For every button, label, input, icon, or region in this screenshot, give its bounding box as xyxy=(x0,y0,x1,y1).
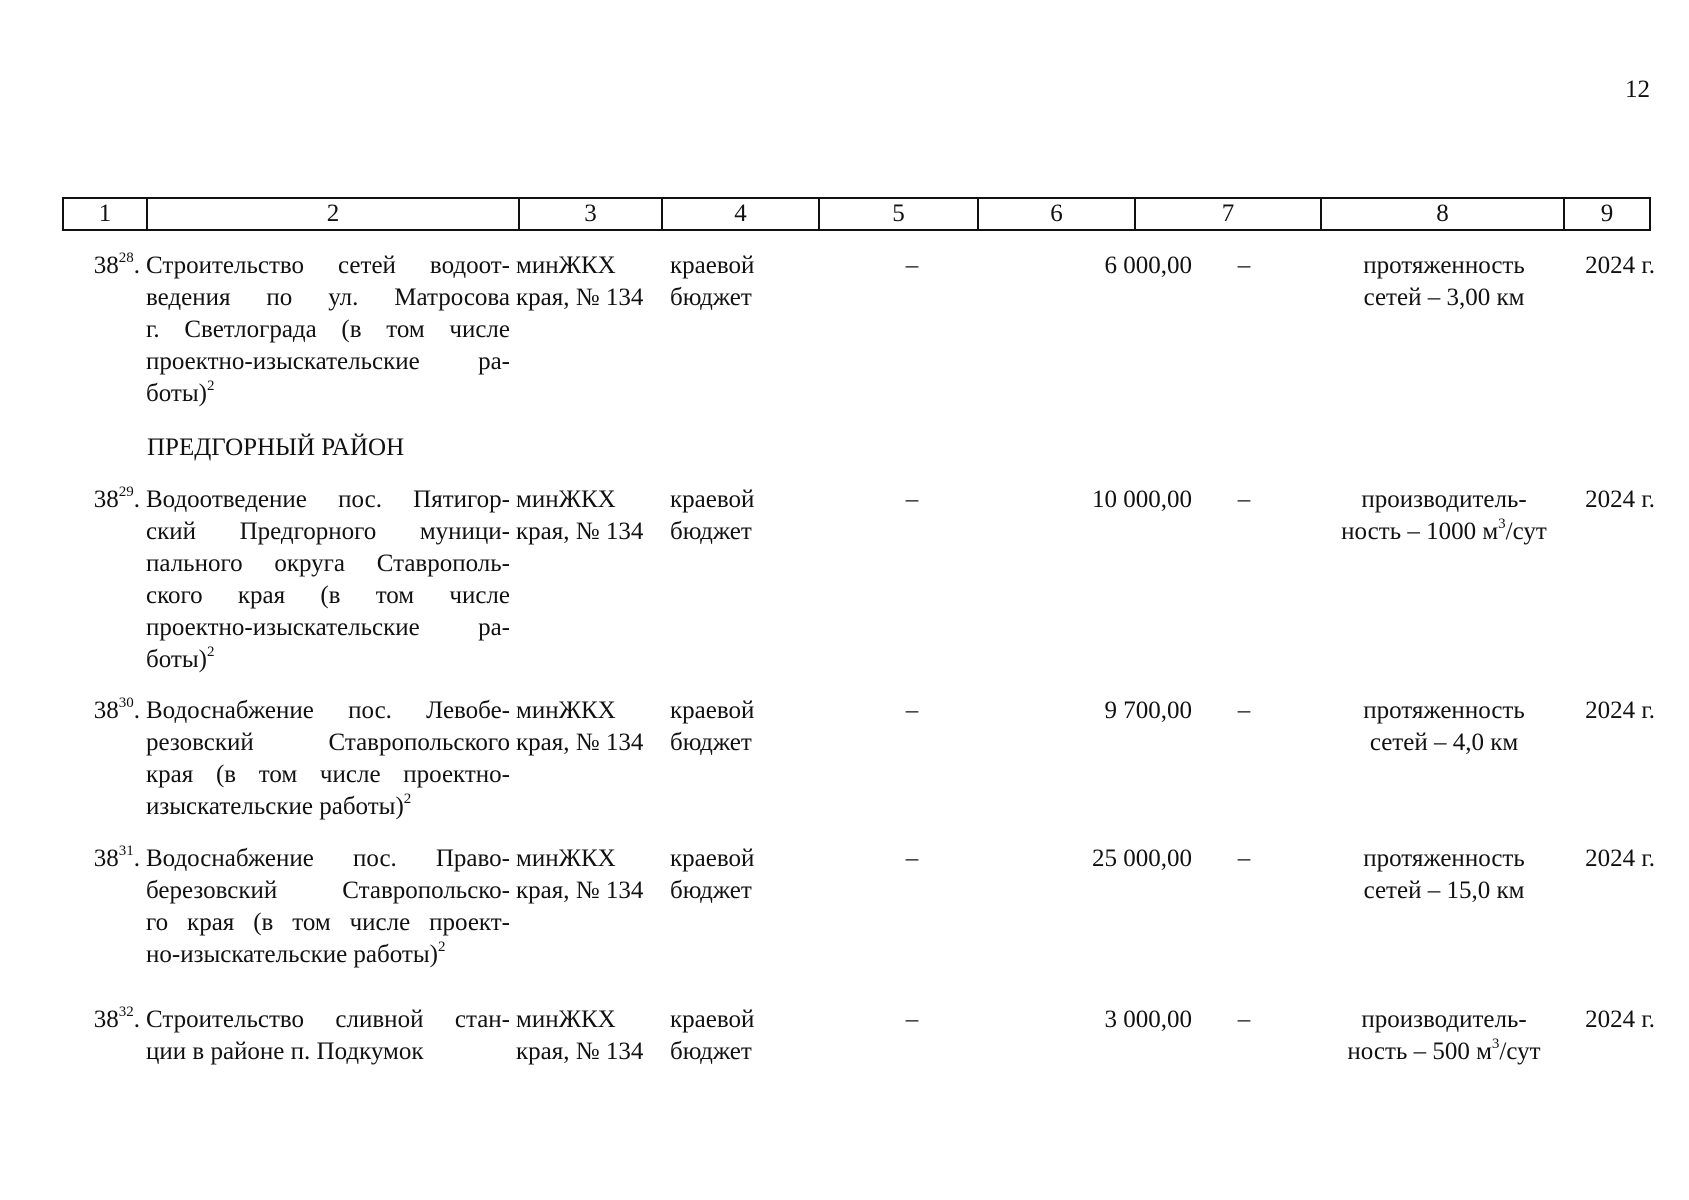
description-line: боты)$^2$ xyxy=(146,377,215,407)
row-executor: минЖКХ края, № 134 xyxy=(516,252,644,311)
header-col-8: 8 xyxy=(1321,198,1564,230)
row-year: 2024 г. xyxy=(1585,486,1655,513)
description-line: Водоснабжение пос. Левобе- xyxy=(146,697,510,724)
row-amount: 3 000,00 xyxy=(1104,1006,1192,1033)
row-funding-source: краевой бюджет xyxy=(670,845,755,904)
description-line: ведения по ул. Матросова xyxy=(146,284,510,311)
description-line: Водоснабжение пос. Право- xyxy=(146,845,510,872)
row-col7: – xyxy=(1237,1006,1251,1033)
description-line: Строительство сливной стан- xyxy=(146,1006,510,1033)
header-col-4: 4 xyxy=(662,198,819,230)
header-col-9: 9 xyxy=(1564,198,1650,230)
description-line: проектно-изыскательские ра- xyxy=(146,348,510,375)
description-line: пального округа Ставрополь- xyxy=(146,550,510,577)
description-line: резовский Ставропольского xyxy=(146,729,510,756)
row-amount: 25 000,00 xyxy=(1092,845,1192,872)
description-line: го края (в том числе проект- xyxy=(146,909,510,936)
row-col7: – xyxy=(1237,697,1251,724)
row-description xyxy=(146,695,510,823)
row-result: протяженность сетей – 3,00 км xyxy=(1363,252,1525,311)
description-line: боты)$^2$ xyxy=(146,643,215,673)
row-number: $38^{29}$. xyxy=(93,483,140,513)
description-line: ского края (в том числе xyxy=(146,582,510,609)
description-line: Водоотведение пос. Пятигор- xyxy=(146,486,510,513)
row-col7: – xyxy=(1237,252,1251,279)
header-col-7: 7 xyxy=(1135,198,1321,230)
header-col-5: 5 xyxy=(819,198,978,230)
description-line: березовский Ставропольско- xyxy=(146,877,510,904)
row-col5: – xyxy=(905,1006,919,1033)
row-year: 2024 г. xyxy=(1585,845,1655,872)
column-number-header xyxy=(62,197,1651,231)
description-line: края (в том числе проектно- xyxy=(146,761,510,788)
row-executor: минЖКХ края, № 134 xyxy=(516,845,644,904)
row-executor: минЖКХ края, № 134 xyxy=(516,1006,644,1065)
row-description xyxy=(146,250,510,410)
row-result: протяженность сетей – 4,0 км xyxy=(1363,697,1525,756)
description-line: ский Предгорного муници- xyxy=(146,518,510,545)
header-col-3: 3 xyxy=(519,198,662,230)
row-number: $38^{32}$. xyxy=(93,1003,140,1033)
row-year: 2024 г. xyxy=(1585,697,1655,724)
row-number: $38^{30}$. xyxy=(93,694,140,724)
description-line: но-изыскательские работы)$^2$ xyxy=(146,938,446,968)
row-executor: минЖКХ края, № 134 xyxy=(516,486,644,545)
row-col5: – xyxy=(905,486,919,513)
row-col5: – xyxy=(905,252,919,279)
row-result: производитель- ность – 500 $м^3$/сут xyxy=(1347,1006,1541,1065)
header-col-6: 6 xyxy=(978,198,1135,230)
row-amount: 10 000,00 xyxy=(1092,486,1192,513)
page-number: 12 xyxy=(1625,76,1650,103)
row-year: 2024 г. xyxy=(1585,1006,1655,1033)
row-amount: 9 700,00 xyxy=(1104,697,1192,724)
row-amount: 6 000,00 xyxy=(1104,252,1192,279)
description-line: проектно-изыскательские ра- xyxy=(146,614,510,641)
description-line: Строительство сетей водоот- xyxy=(146,252,510,279)
row-result: производитель- ность – 1000 $м^3$/сут xyxy=(1341,486,1547,545)
section-title: ПРЕДГОРНЫЙ РАЙОН xyxy=(147,434,405,461)
header-col-1: 1 xyxy=(63,198,147,230)
row-year: 2024 г. xyxy=(1585,252,1655,279)
row-result: протяженность сетей – 15,0 км xyxy=(1363,845,1525,904)
description-line: ции в районе п. Подкумок xyxy=(146,1038,424,1065)
row-col5: – xyxy=(905,697,919,724)
row-col5: – xyxy=(905,845,919,872)
row-description xyxy=(146,484,510,676)
row-funding-source: краевой бюджет xyxy=(670,252,755,311)
row-number: $38^{31}$. xyxy=(93,842,140,872)
row-number: $38^{28}$. xyxy=(93,249,140,279)
row-description xyxy=(146,1004,510,1068)
row-description xyxy=(146,843,510,971)
row-col7: – xyxy=(1237,845,1251,872)
row-funding-source: краевой бюджет xyxy=(670,697,755,756)
row-executor: минЖКХ края, № 134 xyxy=(516,697,644,756)
row-funding-source: краевой бюджет xyxy=(670,1006,755,1065)
description-line: г. Светлограда (в том числе xyxy=(146,316,510,343)
row-col7: – xyxy=(1237,486,1251,513)
row-funding-source: краевой бюджет xyxy=(670,486,755,545)
description-line: изыскательские работы)$^2$ xyxy=(146,790,412,820)
header-col-2: 2 xyxy=(147,198,519,230)
